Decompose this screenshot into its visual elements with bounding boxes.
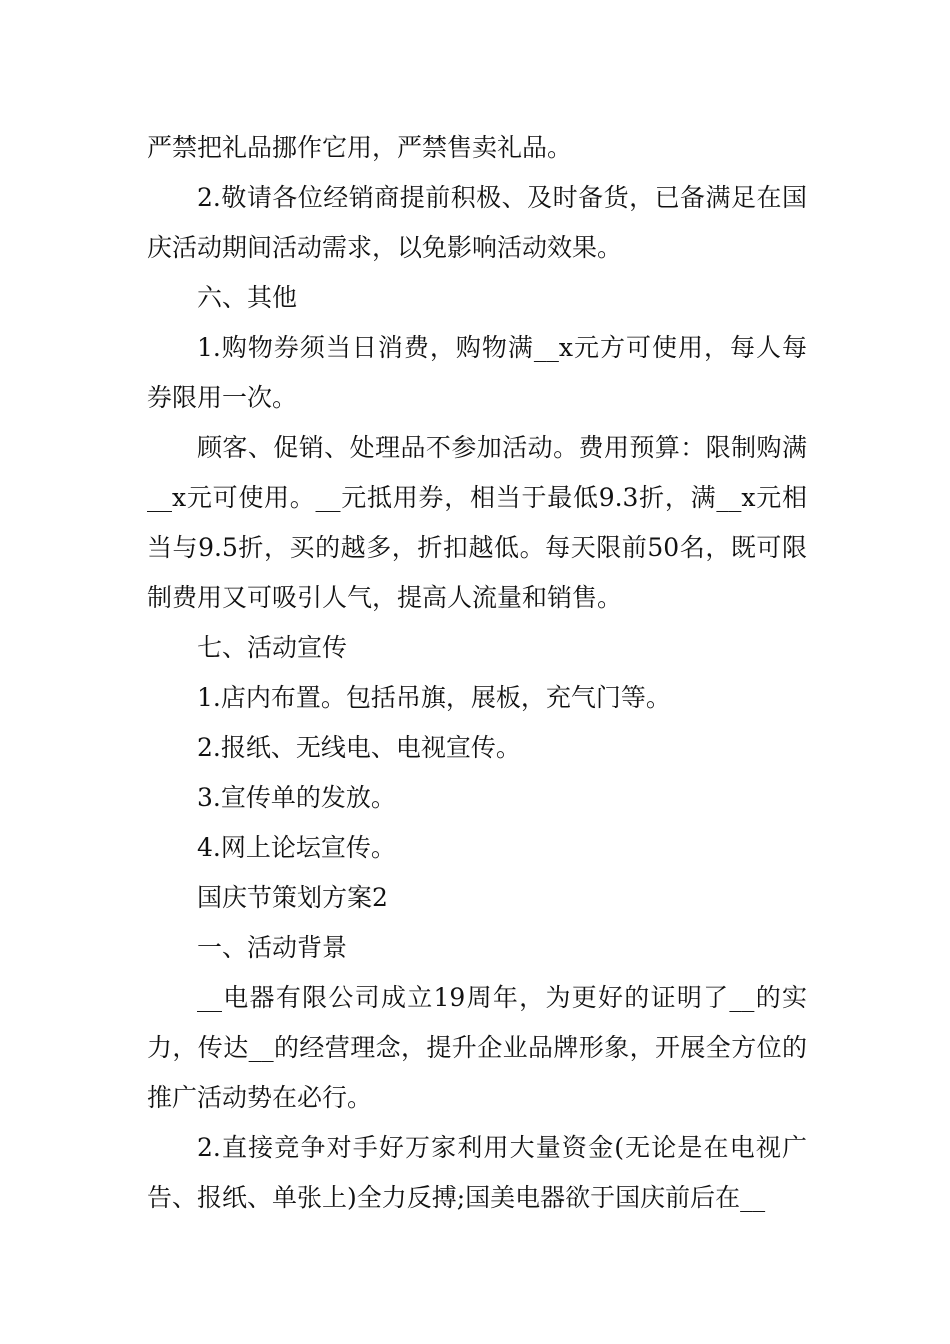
paragraph-media-promotion: 2.报纸、无线电、电视宣传。 (197, 733, 521, 762)
heading-section-six-other: 六、其他 (197, 283, 298, 312)
paragraph-online-forum: 4.网上论坛宣传。 (197, 833, 396, 862)
paragraph-store-layout: 1.店内布置。包括吊旗，展板，充气门等。 (197, 683, 671, 712)
paragraph-voucher-rule: 1.购物券须当日消费，购物满__x元方可使用，每人每券限用一次。 (147, 333, 807, 412)
heading-plan-two: 国庆节策划方案2 (197, 883, 388, 912)
paragraph-stock-preparation: 2.敬请各位经销商提前积极、及时备货，已备满足在国庆活动期间活动需求，以免影响活动效果。 (147, 183, 807, 262)
paragraph-flyers: 3.宣传单的发放。 (197, 783, 396, 812)
paragraph-company-anniversary: __电器有限公司成立19周年，为更好的证明了__的实力，传达__的经营理念，提升企业品牌形象，开展全方位的推广活动势在必行。 (147, 983, 807, 1112)
heading-section-seven-promotion: 七、活动宣传 (197, 633, 348, 662)
paragraph-gift-rules: 严禁把礼品挪作它用，严禁售卖礼品。 (147, 133, 573, 162)
paragraph-budget: 顾客、促销、处理品不参加活动。费用预算：限制购满__x元可使用。__元抵用券，相当于最低9.3折，满__x元相当与9.5折，买的越多，折扣越低。每天限前50名，既可限制费用又可吸引人气，提高人流量和销售。 (147, 433, 807, 612)
paragraph-competitors: 2.直接竞争对手好万家利用大量资金(无论是在电视广告、报纸、单张上)全力反搏;国美电器欲于国庆前后在__ (147, 1133, 807, 1212)
heading-activity-background: 一、活动背景 (197, 933, 348, 962)
document-body (147, 123, 807, 1223)
